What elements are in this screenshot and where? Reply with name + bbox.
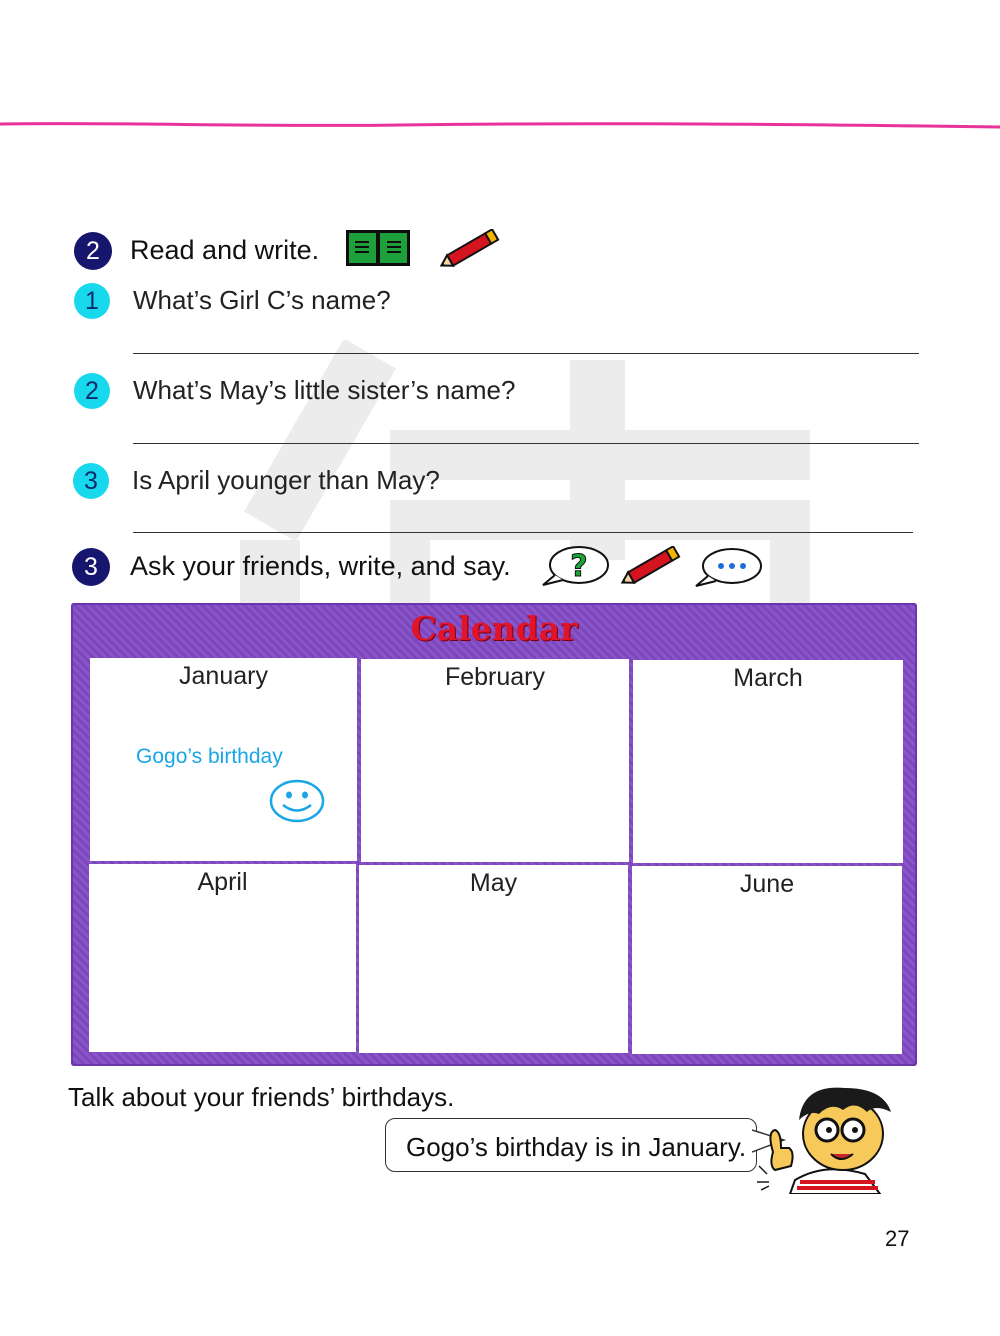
month-label: May — [469, 869, 518, 897]
month-label: March — [733, 664, 803, 692]
answer-line[interactable] — [133, 532, 913, 533]
calendar-cell-april[interactable] — [89, 864, 356, 1052]
question-number-badge: 2 — [74, 373, 110, 409]
calendar-cell-january[interactable] — [90, 658, 357, 861]
talk-instruction: Talk about your friends’ birthdays. — [68, 1082, 455, 1112]
month-label: February — [444, 663, 546, 691]
pencil-icon — [618, 546, 684, 586]
calendar-cell-march[interactable] — [633, 660, 903, 863]
answer-line[interactable] — [133, 443, 919, 444]
calendar-table — [71, 603, 917, 1066]
gogo-character-illustration — [755, 1082, 900, 1194]
month-label: January — [179, 662, 268, 690]
svg-text:?: ? — [570, 549, 588, 584]
speech-text: Gogo’s birthday is in January. — [406, 1132, 747, 1162]
smiley-face-icon — [268, 778, 326, 824]
month-label: April — [197, 868, 248, 896]
header-divider — [0, 121, 1000, 129]
section-number-badge: 2 — [74, 232, 112, 270]
question-text: What’s Girl C’s name? — [133, 285, 391, 315]
calendar-cell-may[interactable] — [359, 865, 628, 1053]
question-number-badge: 1 — [74, 283, 110, 319]
speech-bubble-icon — [694, 546, 764, 588]
page-number: 27 — [885, 1226, 910, 1251]
question-text: What’s May’s little sister’s name? — [133, 375, 516, 405]
question-bubble-icon — [541, 545, 611, 589]
question-text: Is April younger than May? — [132, 465, 440, 495]
question-number-badge: 3 — [73, 463, 109, 499]
calendar-title: Calendar — [410, 609, 578, 648]
example-note: Gogo’s birthday — [136, 745, 283, 768]
section-title: Read and write. — [130, 235, 320, 265]
calendar-cell-june[interactable] — [632, 866, 902, 1054]
speech-bubble — [385, 1118, 757, 1172]
calendar-cell-february[interactable] — [361, 659, 629, 862]
section-number-badge: 3 — [72, 548, 110, 586]
pencil-icon — [437, 229, 503, 269]
book-icon — [345, 229, 411, 267]
section-title: Ask your friends, write, and say. — [130, 551, 511, 581]
answer-line[interactable] — [133, 353, 919, 354]
month-label: June — [739, 870, 795, 898]
